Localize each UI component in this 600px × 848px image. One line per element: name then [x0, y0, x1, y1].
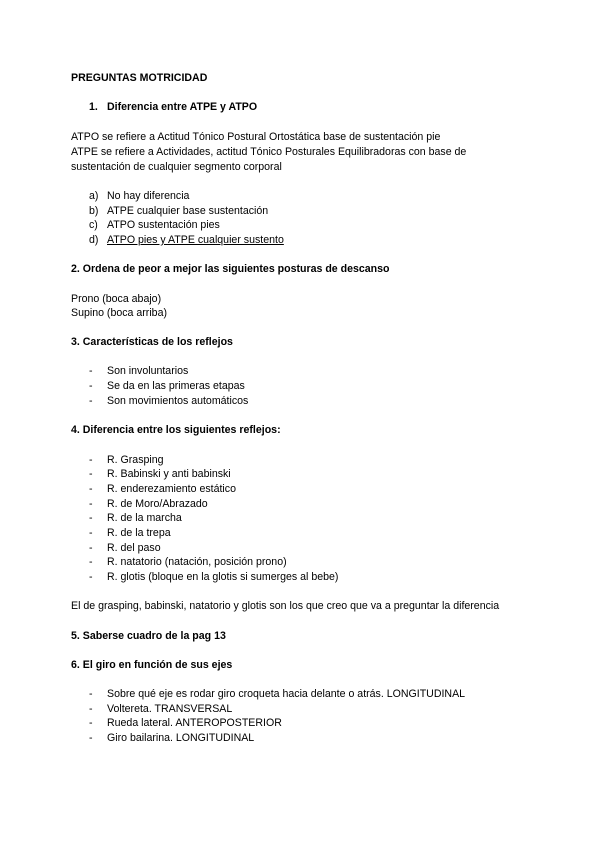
q1-heading [89, 100, 257, 115]
q4-bullet [89, 467, 231, 482]
option-marker: d) [89, 234, 99, 246]
bullet-text: Se da en las primeras etapas [107, 380, 245, 392]
q6-heading: 6. El giro en función de sus ejes [71, 659, 233, 671]
bullet-text: R. natatorio (natación, posición prono) [107, 556, 287, 568]
bullet-text: R. de Moro/Abrazado [107, 498, 208, 510]
bullet-text: R. de la trepa [107, 527, 171, 539]
q2-line: Prono (boca abajo) [71, 293, 162, 305]
bullet-marker: - [89, 556, 93, 568]
q4-bullet [89, 482, 236, 497]
q5-heading: 5. Saberse cuadro de la pag 13 [71, 630, 226, 642]
bullet-marker: - [89, 395, 93, 407]
q1-line: ATPE se refiere a Actividades, actitud Tónico Posturales Equilibradoras con base de [71, 146, 467, 158]
q4-bullet [89, 541, 161, 556]
bullet-marker: - [89, 483, 93, 495]
bullet-marker: - [89, 512, 93, 524]
q4-bullet [89, 511, 182, 526]
bullet-text: R. Grasping [107, 454, 164, 466]
q4-bullet [89, 526, 171, 541]
q4-bullet [89, 570, 338, 585]
q1-heading-text: Diferencia entre ATPE y ATPO [107, 101, 258, 113]
bullet-marker: - [89, 571, 93, 583]
q2-line: Supino (boca arriba) [71, 307, 167, 319]
q3-heading: 3. Características de los reflejos [71, 336, 233, 348]
bullet-text: Giro bailarina. LONGITUDINAL [107, 732, 255, 744]
bullet-marker: - [89, 542, 93, 554]
bullet-text: Son involuntarios [107, 365, 189, 377]
bullet-text: Son movimientos automáticos [107, 395, 249, 407]
q1-line: ATPO se refiere a Actitud Tónico Postural Ortostática base de sustentación pie [71, 131, 441, 143]
q4-bullet [89, 555, 287, 570]
document-title: PREGUNTAS MOTRICIDAD [71, 72, 208, 84]
q4-heading: 4. Diferencia entre los siguientes reflejos: [71, 424, 281, 436]
q1-option-b [89, 204, 268, 219]
bullet-text: R. Babinski y anti babinski [107, 468, 231, 480]
q6-bullet [89, 702, 232, 717]
q6-bullet [89, 716, 282, 731]
q3-bullet [89, 379, 245, 394]
bullet-text: Voltereta. TRANSVERSAL [107, 703, 233, 715]
q6-bullet [89, 687, 465, 702]
bullet-marker: - [89, 365, 93, 377]
bullet-text: R. del paso [107, 542, 161, 554]
q1-option-d [89, 233, 284, 248]
bullet-text: Sobre qué eje es rodar giro croqueta hacia delante o atrás. LONGITUDINAL [107, 688, 466, 700]
q1-number: 1. [89, 101, 98, 113]
option-marker: b) [89, 205, 99, 217]
bullet-marker: - [89, 688, 93, 700]
bullet-marker: - [89, 732, 93, 744]
q1-line: sustentación de cualquier segmento corporal [71, 161, 282, 173]
q4-bullet [89, 453, 164, 468]
option-text: ATPO sustentación pies [107, 219, 220, 231]
q2-heading: 2. Ordena de peor a mejor las siguientes posturas de descanso [71, 263, 390, 275]
bullet-marker: - [89, 468, 93, 480]
q4-bullet [89, 497, 208, 512]
bullet-text: R. de la marcha [107, 512, 182, 524]
bullet-marker: - [89, 717, 93, 729]
q1-option-c [89, 218, 220, 233]
option-text: No hay diferencia [107, 190, 190, 202]
bullet-marker: - [89, 380, 93, 392]
bullet-text: R. glotis (bloque en la glotis si sumerges al bebe) [107, 571, 339, 583]
bullet-marker: - [89, 454, 93, 466]
q3-bullet [89, 364, 188, 379]
q3-bullet [89, 394, 248, 409]
q4-note: El de grasping, babinski, natatorio y glotis son los que creo que va a preguntar la diferencia [71, 600, 500, 612]
bullet-text: Rueda lateral. ANTEROPOSTERIOR [107, 717, 282, 729]
bullet-marker: - [89, 527, 93, 539]
q6-bullet [89, 731, 254, 746]
q1-option-a [89, 189, 189, 204]
option-marker: c) [89, 219, 98, 231]
option-text: ATPE cualquier base sustentación [107, 205, 269, 217]
bullet-text: R. enderezamiento estático [107, 483, 236, 495]
bullet-marker: - [89, 703, 93, 715]
option-text-answer: ATPO pies y ATPE cualquier sustento [107, 234, 284, 246]
bullet-marker: - [89, 498, 93, 510]
option-marker: a) [89, 190, 99, 202]
